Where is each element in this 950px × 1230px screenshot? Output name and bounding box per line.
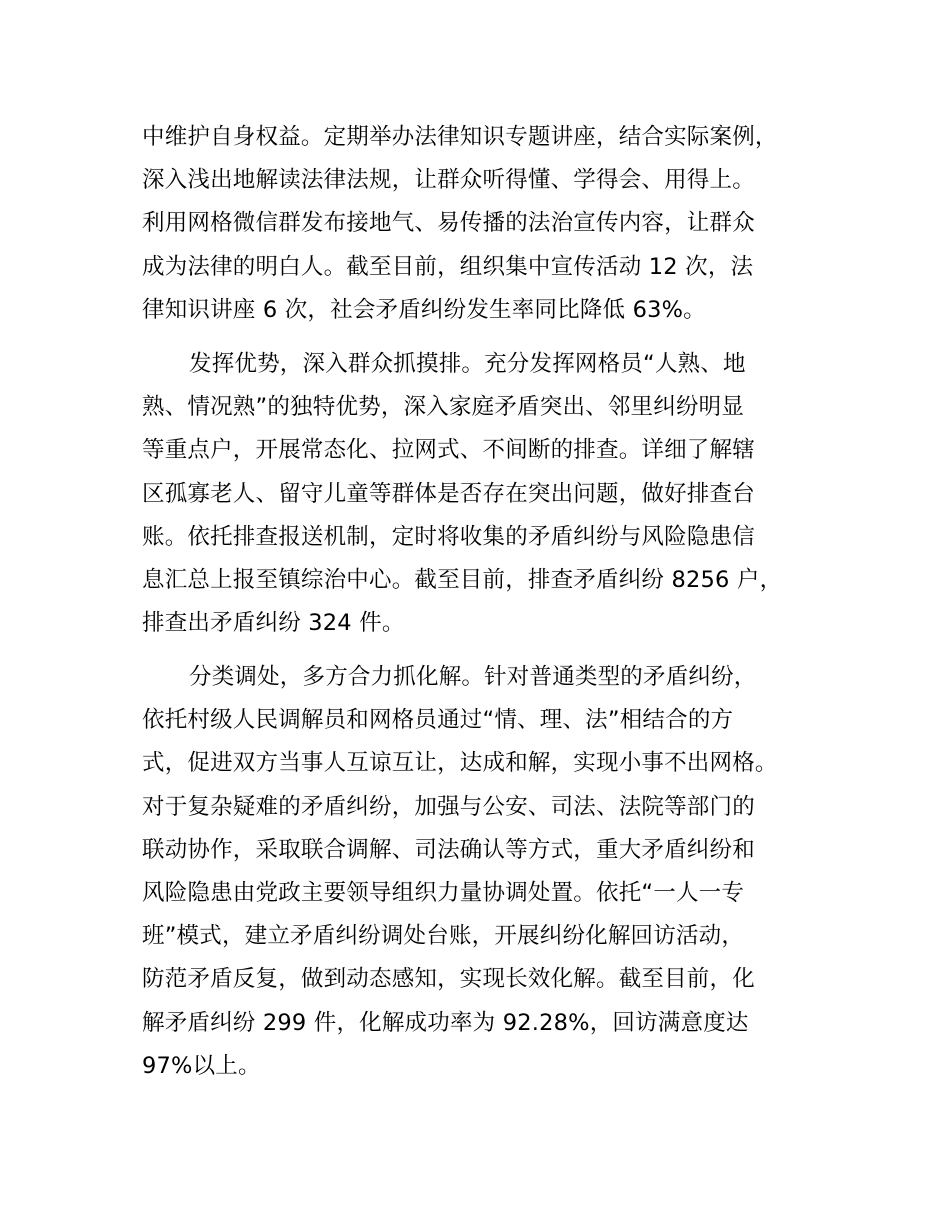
- text-line: 防范矛盾反复，做到动态感知，实现长效化解。截至目前，化: [142, 966, 755, 993]
- text-line: 账。依托排查报送机制，定时将收集的矛盾纠纷与风险隐患信: [142, 523, 755, 550]
- text-line: 成为法律的明白人。截至目前，组织集中宣传活动 12 次，法: [142, 253, 754, 280]
- text-line: 等重点户，开展常态化、拉网式、不间断的排查。详细了解辖: [142, 437, 755, 464]
- text-line: 息汇总上报至镇综治中心。截至目前，排查矛盾纠纷 8256 户，: [142, 566, 783, 593]
- text-line: 式，促进双方当事人互谅互让，达成和解，实现小事不出网格。: [142, 750, 778, 777]
- text-line: 发挥优势，深入群众抓摸排。充分发挥网格员“人熟、地: [189, 351, 746, 377]
- text-line: 班”模式，建立矛盾纠纷调处台账，开展纠纷化解回访活动，: [142, 923, 745, 950]
- text-line: 对于复杂疑难的矛盾纠纷，加强与公安、司法、法院等部门的: [142, 793, 755, 820]
- text-line: 利用网格微信群发布接地气、易传播的法治宣传内容，让群众: [142, 210, 755, 237]
- text-line: 解矛盾纠纷 299 件，化解成功率为 92.28%，回访满意度达: [142, 1009, 749, 1036]
- text-line: 熟、情况熟”的独特优势，深入家庭矛盾突出、邻里纠纷明显: [142, 394, 745, 421]
- text-line: 深入浅出地解读法律法规，让群众听得懂、学得会、用得上。: [142, 167, 755, 194]
- text-line: 律知识讲座 6 次，社会矛盾纠纷发生率同比降低 63%。: [142, 296, 706, 323]
- text-line: 分类调处，多方合力抓化解。针对普通类型的矛盾纠纷，: [189, 664, 757, 690]
- text-line: 依托村级人民调解员和网格员通过“情、理、法”相结合的方: [142, 707, 734, 734]
- text-line: 97%以上。: [142, 1052, 261, 1079]
- text-line: 风险隐患由党政主要领导组织力量协调处置。依托“一人一专: [142, 879, 745, 906]
- text-line: 中维护自身权益。定期举办法律知识专题讲座，结合实际案例，: [142, 124, 778, 150]
- paragraph-mediation: [142, 656, 842, 1088]
- text-line: 排查出矛盾纠纷 324 件。: [142, 610, 405, 637]
- text-line: 区孤寡老人、留守儿童等群体是否存在突出问题，做好排查台: [142, 480, 755, 507]
- paragraph-investigation: [142, 343, 842, 645]
- paragraph-legal-education: [142, 116, 842, 332]
- text-line: 联动协作，采取联合调解、司法确认等方式，重大矛盾纠纷和: [142, 836, 755, 863]
